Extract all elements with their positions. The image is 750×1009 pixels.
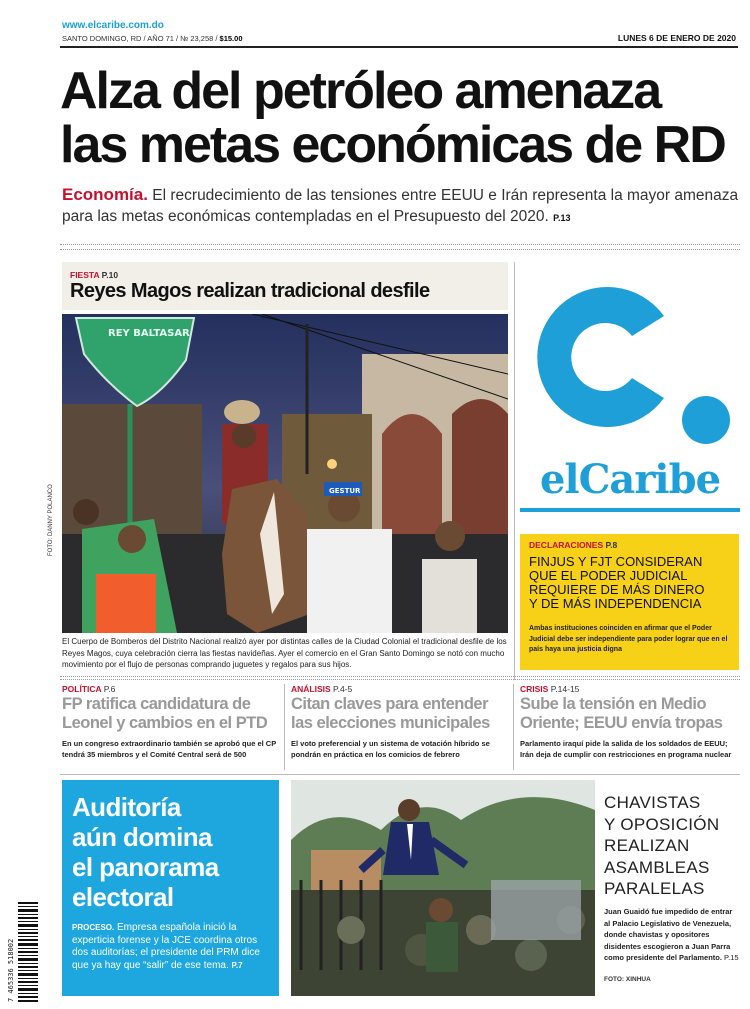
reyes-caption: El Cuerpo de Bomberos del Distrito Nacional realizó ayer por distintas calles de la Ciudad Colonial el tradicional desfile de los Reyes Magos, cuya celebración cierra las fiestas navideñas. Ayer el comercio en el Gran Santo Domingo se notó con mucho movimiento por el flujo de personas comprando juguetes y regalos para sus hijos. (62, 637, 507, 669)
politica-section: POLÍTICA (62, 684, 102, 694)
auditoria-body (72, 922, 270, 972)
price: $15.00 (219, 34, 243, 43)
lead-kicker: Economía. (62, 185, 148, 204)
chavistas-headline-line: CHAVISTAS (604, 793, 701, 812)
barcode-digits: 7 465336 518002 (7, 938, 15, 1002)
issue-date: LUNES 6 DE ENERO DE 2020 (617, 33, 736, 43)
analisis-headline (291, 695, 507, 733)
declaraciones-tag (529, 540, 617, 550)
lead-headline[interactable] (60, 64, 745, 172)
analisis-section: ANÁLISIS (291, 684, 331, 694)
declaraciones-headline-line: REQUIERE DE MÁS DINERO (529, 582, 705, 597)
crisis-headline-line: Oriente; EEUU envía tropas (520, 714, 723, 732)
lead-headline-line1: Alza del petróleo amenaza (60, 62, 661, 120)
crisis-tag (520, 684, 740, 694)
bottom-section-rule (60, 774, 740, 775)
auditoria-headline-line: aún domina (72, 822, 212, 852)
politica-page: P.6 (103, 684, 116, 694)
analisis-tag (291, 684, 507, 694)
banner-text: REY BALTASAR (108, 328, 190, 339)
auditoria-headline-line: electoral (72, 882, 174, 912)
auditoria-page: P.7 (231, 960, 243, 970)
reyes-section-tag (70, 270, 118, 280)
parade-illustration (62, 314, 508, 633)
columns-dotted-rule (60, 676, 740, 680)
lead-deck (62, 184, 742, 229)
edition-text: SANTO DOMINGO, RD / AÑO 71 / № 23,258 / (62, 34, 218, 43)
lead-deck-text: El recrudecimiento de las tensiones entre EEUU e Irán representa la mayor amenaza para las metas económicas contempladas en el Presupuesto del 2020. (62, 187, 739, 225)
edition-line (62, 34, 243, 43)
lead-page: P.13 (553, 213, 571, 223)
declaraciones-headline-line: FINJUS Y FJT CONSIDERAN (529, 554, 703, 569)
politica-headline-line: Leonel y cambios en el PTD (62, 714, 268, 732)
chavistas-headline-line: REALIZAN (604, 836, 690, 855)
lead-dotted-rule (60, 244, 740, 250)
chavistas-headline[interactable] (604, 792, 740, 900)
crisis-section: CRISIS (520, 684, 549, 694)
reyes-section: FIESTA (70, 270, 100, 280)
column-divider (284, 684, 285, 770)
column-divider-vertical (514, 262, 515, 680)
site-url[interactable]: www.elcaribe.com.do (62, 20, 164, 31)
chavistas-photo-credit: FOTO: XINHUA (604, 976, 651, 983)
analisis-column[interactable] (291, 684, 507, 760)
chavistas-body (604, 906, 740, 964)
analisis-body: El voto preferencial y un sistema de votación híbrido se pondrán en práctica en los comicios de febrero (291, 739, 490, 759)
crisis-page: P.14-15 (550, 684, 580, 694)
reyes-page: P.10 (101, 270, 119, 280)
c-logo-icon (520, 262, 740, 452)
auditoria-headline-line: Auditoría (72, 792, 181, 822)
reyes-photo-credit: FOTO: DANNY POLANCO (48, 484, 54, 556)
auditoria-text: Empresa española inició la experticia forense y la JCE coordina otros dos auditorías; el presidente del PRM dice que ya hay que “salir” de ese tema. (72, 922, 260, 971)
analisis-headline-line: Citan claves para entender (291, 695, 489, 713)
declaraciones-body: Ambas instituciones coinciden en afirmar que el Poder Judicial debe ser independiente para poder lograr que en el país haya una justicia digna (529, 625, 728, 653)
top-rule (60, 46, 738, 48)
auditoria-headline (72, 792, 277, 912)
declaraciones-page: P.8 (605, 540, 618, 550)
crisis-body: Parlamento iraquí pide la salida de los soldados de EEUU; Irán deja de cumplir con restricciones en programa nuclear (520, 739, 732, 759)
chavistas-headline-line: ASAMBLEAS (604, 857, 710, 877)
column-divider (513, 684, 514, 770)
logo-underline (520, 508, 740, 512)
declaraciones-headline (529, 555, 739, 611)
crisis-headline (520, 695, 740, 733)
protest-illustration (291, 780, 595, 996)
lead-headline-line2: las metas económicas de RD (60, 116, 725, 174)
auditoria-kicker: PROCESO. (72, 923, 115, 932)
declaraciones-headline-line: QUE EL PODER JUDICIAL (529, 568, 688, 583)
analisis-headline-line: las elecciones municipales (291, 714, 490, 732)
chavistas-text: Juan Guaidó fue impedido de entrar al Palacio Legislativo de Venezuela, donde chavistas y opositores disidentes escogieron a Juan Parra como presidente del Parlamento. (604, 907, 733, 962)
venezuela-photo[interactable] (291, 780, 595, 996)
auditoria-headline-line: el panorama (72, 852, 219, 882)
elcaribe-logo-mark[interactable] (520, 262, 740, 452)
politica-headline-line: FP ratifica candidatura de (62, 695, 251, 713)
analisis-page: P.4-5 (333, 684, 353, 694)
chavistas-page: P.15 (724, 953, 739, 962)
barcode (4, 900, 40, 1004)
politica-tag (62, 684, 278, 694)
hat-text: GESTUR (329, 487, 361, 495)
reyes-photo[interactable] (62, 314, 508, 633)
reyes-headline[interactable]: Reyes Magos realizan tradicional desfile (70, 280, 430, 302)
politica-headline (62, 695, 278, 733)
politica-body: En un congreso extraordinario también se aprobó que el CP tendrá 35 miembros y el Comité Central será de 500 (62, 739, 277, 759)
declaraciones-section: DECLARACIONES (529, 540, 604, 550)
declaraciones-headline-line: Y DE MÁS INDEPENDENCIA (529, 596, 702, 611)
crisis-headline-line: Sube la tensión en Medio (520, 695, 707, 713)
politica-column[interactable] (62, 684, 278, 760)
chavistas-headline-line: PARALELAS (604, 879, 705, 898)
chavistas-headline-line: Y OPOSICIÓN (604, 814, 720, 834)
crisis-column[interactable] (520, 684, 740, 760)
barcode-icon (4, 900, 40, 1004)
elcaribe-wordmark[interactable]: elCaribe (539, 456, 721, 503)
